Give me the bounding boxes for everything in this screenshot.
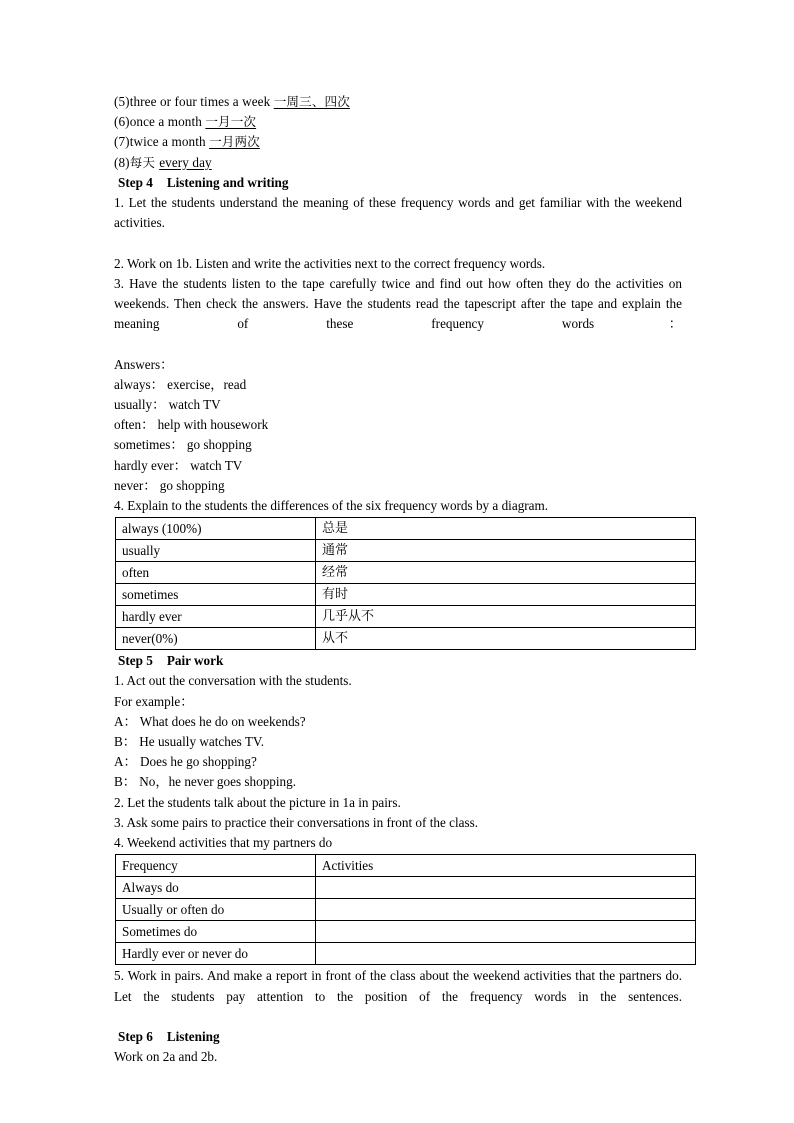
vocab-line-6 [114,112,682,132]
step4-heading [118,173,682,193]
table-header-row [116,855,696,877]
frequency-word-chinese [316,562,696,584]
chinese-text: 通常 [322,543,349,559]
step5-item-3: 3. Ask some pairs to practice their conversations in front of the class. [114,814,479,830]
frequency-word-english: often [116,562,316,584]
vocab-line-8 [114,153,682,173]
answer-never: never： go shopping [114,477,225,493]
step4-item-4: 4. Explain to the students the differences of the six frequency words by a diagram. [114,498,549,514]
vocab-chinese: 一月一次 [205,114,257,130]
chinese-text: 有时 [322,587,349,603]
chinese-text: 几乎从不 [322,609,375,625]
step5-title: Pair work [166,653,224,669]
dialogue-line-a1: A： What does he do on weekends? [114,713,306,729]
answers-label: Answers： [114,356,174,372]
activities-frequency-cell: Hardly ever or never do [116,943,316,965]
frequency-word-english: never(0%) [116,628,316,650]
step4-item-3: 3. Have the students listen to the tape carefully twice and find out how often they do the activities on weekends. Then check the answers. Have the students read the tapescript after the tape and explain the meaning of these frequency words： [114,275,682,332]
frequency-word-english: hardly ever [116,606,316,628]
step4-item-1: 1. Let the students understand the meaning of these frequency words and get familiar with the weekend activities. [114,195,682,231]
vocab-chinese-prompt: 每天 [129,154,160,170]
activities-table-wrapper [114,854,682,965]
for-example-label: For example： [114,693,194,709]
step6-label: Step 6 [118,1028,153,1044]
frequency-table-wrapper [114,517,682,650]
vocab-number: (7) [114,134,130,150]
table-row [116,518,696,540]
step4-label: Step 4 [118,174,153,190]
frequency-word-english: usually [116,540,316,562]
step6-heading [118,1027,682,1047]
step5-item-4: 4. Weekend activities that my partners do [114,835,333,851]
activities-table [115,854,696,965]
table-row [116,606,696,628]
answer-often: often： help with housework [114,417,269,433]
vocab-line-7 [114,132,682,152]
document-content [114,92,682,1067]
frequency-word-chinese [316,628,696,650]
chinese-text: 总是 [322,521,349,537]
vocab-english-answer: every day [159,154,212,170]
step5-item-2: 2. Let the students talk about the picture in 1a in pairs. [114,794,401,810]
vocab-english: twice a month [129,134,210,150]
step5-heading [118,651,682,671]
answer-always: always： exercise，read [114,376,247,392]
step6-item-1: Work on 2a and 2b. [114,1049,218,1065]
frequency-word-chinese [316,606,696,628]
chinese-text: 经常 [322,565,349,581]
vocab-number: (8) [114,154,130,170]
answer-hardly-ever: hardly ever： watch TV [114,457,243,473]
activities-frequency-cell: Always do [116,877,316,899]
table-row [116,540,696,562]
vocab-chinese: 一月两次 [209,134,260,150]
table-row [116,943,696,965]
frequency-word-chinese [316,584,696,606]
activities-frequency-cell: Usually or often do [116,899,316,921]
frequency-word-chinese [316,518,696,540]
dialogue-line-b1: B： He usually watches TV. [114,734,265,750]
step4-title: Listening and writing [166,174,289,190]
step5-item-1: 1. Act out the conversation with the students. [114,673,352,689]
activities-value-cell[interactable] [316,943,696,965]
vocab-english: three or four times a week [129,94,274,109]
frequency-word-english: sometimes [116,584,316,606]
frequency-table [115,517,696,650]
frequency-word-english: always (100%) [116,518,316,540]
vocab-chinese: 一周三、四次 [273,94,350,109]
vocab-number: (5) [114,94,130,109]
activities-frequency-cell: Sometimes do [116,921,316,943]
activities-header-frequency: Frequency [116,855,316,877]
vocab-line-5 [114,92,682,112]
step6-title: Listening [166,1028,220,1044]
activities-value-cell[interactable] [316,899,696,921]
chinese-text: 从不 [322,631,349,647]
step5-item-5: 5. Work in pairs. And make a report in front of the class about the weekend activities that the partners do. Let the students pay attention to the position of the frequency words in the sentences. [114,968,682,1004]
dialogue-line-b2: B： No，he never goes shopping. [114,774,297,790]
activities-value-cell[interactable] [316,921,696,943]
step5-label: Step 5 [118,653,153,669]
table-row [116,628,696,650]
activities-header-activities: Activities [316,855,696,877]
table-row [116,877,696,899]
answer-usually: usually： watch TV [114,397,221,413]
dialogue-line-a2: A： Does he go shopping? [114,754,257,770]
answer-sometimes: sometimes： go shopping [114,437,252,453]
frequency-word-chinese [316,540,696,562]
activities-value-cell[interactable] [316,877,696,899]
table-row [116,562,696,584]
table-row [116,899,696,921]
step4-item-2: 2. Work on 1b. Listen and write the activities next to the correct frequency words. [114,255,546,271]
table-row [116,921,696,943]
vocab-number: (6) [114,114,130,130]
table-row [116,584,696,606]
vocab-english: once a month [129,114,206,130]
